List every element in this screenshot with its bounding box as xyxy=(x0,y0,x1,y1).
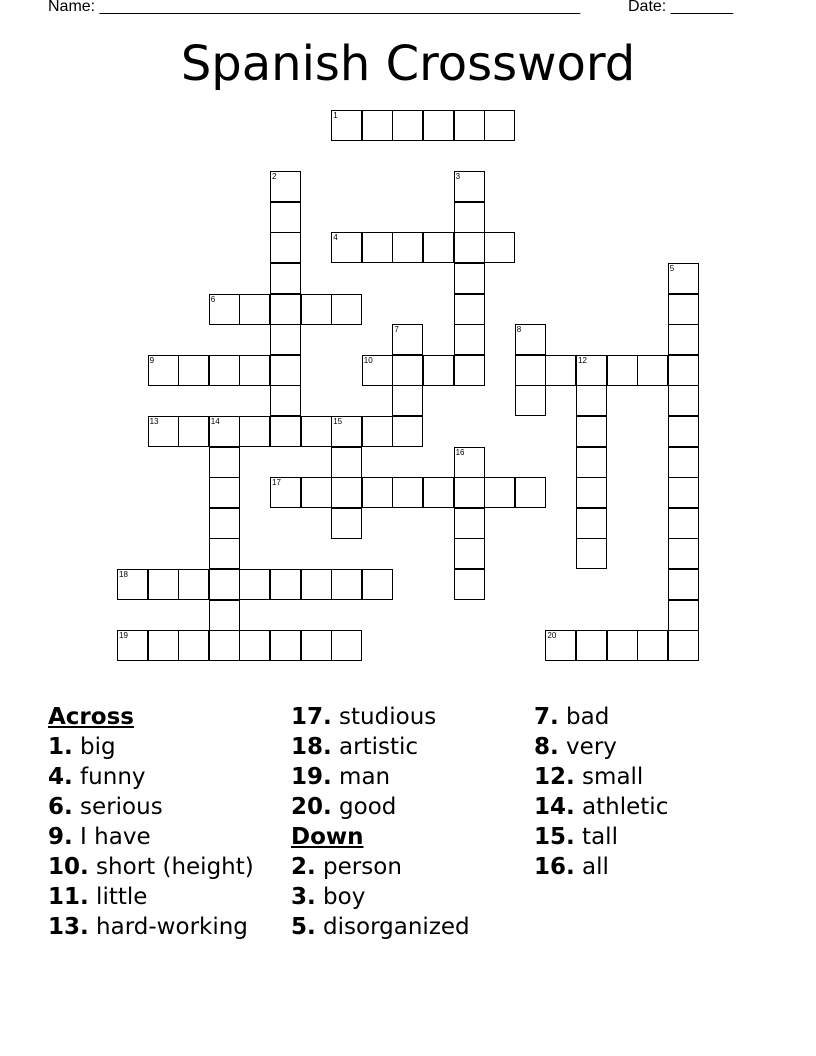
grid-cell[interactable] xyxy=(362,232,393,263)
clue-text: short (height) xyxy=(88,854,254,880)
grid-cell[interactable] xyxy=(331,569,362,600)
clue-text: funny xyxy=(72,764,146,790)
clue-number: 2. xyxy=(291,854,316,880)
clue-item xyxy=(534,792,668,822)
grid-cell[interactable] xyxy=(209,600,240,631)
grid-cell[interactable] xyxy=(576,477,607,508)
cell-number: 15 xyxy=(333,417,343,426)
clue-number: 11. xyxy=(48,884,89,910)
grid-cell[interactable] xyxy=(331,477,362,508)
grid-cell[interactable] xyxy=(576,630,607,661)
grid-cell[interactable] xyxy=(270,416,301,447)
clue-text: small xyxy=(574,764,644,790)
grid-cell[interactable] xyxy=(668,416,699,447)
grid-cell[interactable] xyxy=(454,477,485,508)
cell-number: 17 xyxy=(272,478,281,488)
clue-number: 9. xyxy=(48,824,73,850)
cell-number: 7 xyxy=(394,325,399,335)
grid-cell[interactable] xyxy=(668,508,699,539)
clue-number: 10. xyxy=(48,854,89,880)
clue-text: studious xyxy=(331,704,437,730)
grid-cell[interactable] xyxy=(331,232,362,263)
cell-number: 4 xyxy=(333,233,338,243)
clue-number: 7. xyxy=(534,704,559,730)
grid-cell[interactable] xyxy=(576,385,607,416)
grid-cell[interactable] xyxy=(454,569,485,600)
grid-cell[interactable] xyxy=(484,477,515,508)
page-title: Spanish Crossword xyxy=(180,36,636,92)
grid-cell[interactable] xyxy=(454,447,485,478)
clue-number: 8. xyxy=(534,734,559,760)
cell-number: 5 xyxy=(669,264,675,273)
clue-text: artistic xyxy=(331,734,419,760)
cell-number: 6 xyxy=(210,294,216,304)
grid-cell[interactable] xyxy=(484,110,515,141)
grid-cell[interactable] xyxy=(239,416,270,447)
clue-number: 14. xyxy=(534,794,575,820)
clue-text: very xyxy=(558,734,617,760)
grid-cell[interactable] xyxy=(117,630,148,661)
clue-item xyxy=(534,762,668,792)
grid-cell[interactable] xyxy=(454,538,485,569)
grid-cell[interactable] xyxy=(178,416,209,447)
grid-cell[interactable] xyxy=(209,294,240,325)
clue-text: tall xyxy=(574,824,618,850)
clue-text: little xyxy=(88,884,148,910)
grid-cell[interactable] xyxy=(301,416,332,447)
grid-cell[interactable] xyxy=(301,477,332,508)
grid-cell[interactable] xyxy=(423,110,454,141)
grid-cell[interactable] xyxy=(301,630,332,661)
clue-item xyxy=(291,882,470,912)
grid-cell[interactable] xyxy=(515,385,546,416)
grid-cell[interactable] xyxy=(148,630,179,661)
grid-cell[interactable] xyxy=(209,416,240,447)
grid-cell[interactable] xyxy=(209,538,240,569)
grid-cell[interactable] xyxy=(668,630,699,661)
clue-text: big xyxy=(72,734,116,760)
grid-cell[interactable] xyxy=(362,110,393,141)
clue-column-2 xyxy=(291,702,470,942)
grid-cell[interactable] xyxy=(668,447,699,478)
grid-cell[interactable] xyxy=(668,324,699,355)
clue-text: serious xyxy=(72,794,163,820)
grid-cell[interactable] xyxy=(423,477,454,508)
grid-cell[interactable] xyxy=(637,630,668,661)
grid-cell[interactable] xyxy=(637,355,668,386)
clue-item xyxy=(291,852,470,882)
grid-cell[interactable] xyxy=(668,263,699,294)
grid-cell[interactable] xyxy=(178,630,209,661)
grid-cell[interactable] xyxy=(362,416,393,447)
cell-number: 1 xyxy=(333,111,338,120)
grid-cell[interactable] xyxy=(454,355,485,386)
grid-cell[interactable] xyxy=(454,202,485,233)
cell-number: 16 xyxy=(455,447,465,457)
grid-cell[interactable] xyxy=(148,355,179,386)
grid-cell[interactable] xyxy=(392,416,423,447)
grid-cell[interactable] xyxy=(668,355,699,386)
grid-cell[interactable] xyxy=(576,447,607,478)
name-line[interactable]: ______________________________________________________ xyxy=(99,0,581,15)
clue-column-3 xyxy=(534,702,668,882)
grid-cell[interactable] xyxy=(576,355,607,386)
clue-number: 16. xyxy=(534,854,575,880)
grid-cell[interactable] xyxy=(392,324,423,355)
grid-cell[interactable] xyxy=(668,538,699,569)
clue-text: boy xyxy=(315,884,366,910)
grid-cell[interactable] xyxy=(270,569,301,600)
grid-cell[interactable] xyxy=(362,569,393,600)
grid-cell[interactable] xyxy=(668,294,699,325)
cell-number: 3 xyxy=(455,172,461,182)
grid-cell[interactable] xyxy=(209,630,240,661)
grid-cell[interactable] xyxy=(301,294,332,325)
grid-cell[interactable] xyxy=(148,569,179,600)
cell-number: 20 xyxy=(547,631,557,641)
grid-cell[interactable] xyxy=(423,232,454,263)
clue-number: 6. xyxy=(48,794,73,820)
clue-item xyxy=(48,822,254,852)
grid-cell[interactable] xyxy=(576,416,607,447)
grid-cell[interactable] xyxy=(270,232,301,263)
clue-item xyxy=(48,792,254,822)
grid-cell[interactable] xyxy=(270,630,301,661)
grid-cell[interactable] xyxy=(239,630,270,661)
cell-number: 18 xyxy=(119,570,128,579)
grid-cell[interactable] xyxy=(331,508,362,539)
grid-cell[interactable] xyxy=(362,355,393,386)
grid-cell[interactable] xyxy=(668,600,699,631)
cell-number: 10 xyxy=(363,355,373,365)
grid-cell[interactable] xyxy=(454,110,485,141)
clue-text: person xyxy=(315,854,402,880)
grid-cell[interactable] xyxy=(607,355,638,386)
clue-text: man xyxy=(331,764,391,790)
date-label: Date: xyxy=(628,0,667,15)
clue-item xyxy=(48,852,254,882)
grid-cell[interactable] xyxy=(270,263,301,294)
clue-number: 19. xyxy=(291,764,332,790)
grid-cell[interactable] xyxy=(270,171,301,202)
grid-cell[interactable] xyxy=(392,385,423,416)
grid-cell[interactable] xyxy=(392,110,423,141)
clue-item xyxy=(48,882,254,912)
grid-cell[interactable] xyxy=(270,385,301,416)
clue-number: 20. xyxy=(291,794,332,820)
clue-text: all xyxy=(574,854,609,880)
grid-cell[interactable] xyxy=(545,355,576,386)
grid-cell[interactable] xyxy=(392,232,423,263)
cell-number: 13 xyxy=(149,417,159,426)
grid-cell[interactable] xyxy=(331,294,362,325)
clue-item xyxy=(534,822,668,852)
clue-item xyxy=(534,852,668,882)
grid-cell[interactable] xyxy=(301,569,332,600)
grid-cell[interactable] xyxy=(331,630,362,661)
clue-item xyxy=(291,912,470,942)
cell-number: 14 xyxy=(210,417,220,426)
grid-cell[interactable] xyxy=(454,508,485,539)
grid-cell[interactable] xyxy=(545,630,576,661)
clue-text: I have xyxy=(72,824,151,850)
grid-cell[interactable] xyxy=(423,355,454,386)
cell-number: 19 xyxy=(119,631,128,641)
clue-text: athletic xyxy=(574,794,669,820)
grid-cell[interactable] xyxy=(270,202,301,233)
grid-cell[interactable] xyxy=(454,294,485,325)
grid-cell[interactable] xyxy=(209,447,240,478)
clue-item xyxy=(534,732,668,762)
clue-number: 12. xyxy=(534,764,575,790)
grid-cell[interactable] xyxy=(239,355,270,386)
cell-number: 9 xyxy=(149,355,155,365)
clue-item xyxy=(534,702,668,732)
grid-cell[interactable] xyxy=(515,477,546,508)
grid-cell[interactable] xyxy=(668,385,699,416)
name-label: Name: xyxy=(48,0,96,15)
grid-cell[interactable] xyxy=(239,569,270,600)
grid-cell[interactable] xyxy=(148,416,179,447)
grid-cell[interactable] xyxy=(209,569,240,600)
grid-cell[interactable] xyxy=(209,477,240,508)
clue-number: 3. xyxy=(291,884,316,910)
grid-cell[interactable] xyxy=(209,508,240,539)
grid-cell[interactable] xyxy=(576,508,607,539)
clue-text: good xyxy=(331,794,397,820)
grid-cell[interactable] xyxy=(117,569,148,600)
clue-column-1 xyxy=(48,702,254,942)
clue-number: 5. xyxy=(291,914,316,940)
grid-cell[interactable] xyxy=(270,355,301,386)
clue-item xyxy=(48,912,254,942)
clue-number: 18. xyxy=(291,734,332,760)
clue-number: 1. xyxy=(48,734,73,760)
grid-cell[interactable] xyxy=(607,630,638,661)
grid-cell[interactable] xyxy=(454,263,485,294)
date-line[interactable]: _______ xyxy=(670,0,733,15)
grid-cell[interactable] xyxy=(331,110,362,141)
clue-item xyxy=(291,792,470,822)
grid-cell[interactable] xyxy=(178,355,209,386)
clue-item xyxy=(291,762,470,792)
section-heading: Down xyxy=(291,824,364,850)
clue-item xyxy=(291,702,470,732)
grid-cell[interactable] xyxy=(270,324,301,355)
grid-cell[interactable] xyxy=(331,447,362,478)
grid-cell[interactable] xyxy=(454,171,485,202)
grid-cell[interactable] xyxy=(331,416,362,447)
clue-item xyxy=(48,762,254,792)
grid-cell[interactable] xyxy=(454,324,485,355)
grid-cell[interactable] xyxy=(392,477,423,508)
grid-cell[interactable] xyxy=(239,294,270,325)
grid-cell[interactable] xyxy=(362,477,393,508)
clue-number: 15. xyxy=(534,824,575,850)
clue-number: 13. xyxy=(48,914,89,940)
clue-item xyxy=(291,732,470,762)
grid-cell[interactable] xyxy=(668,477,699,508)
section-heading: Across xyxy=(48,704,134,730)
grid-cell[interactable] xyxy=(515,324,546,355)
grid-cell[interactable] xyxy=(392,355,423,386)
cell-number: 8 xyxy=(516,325,522,335)
cell-number: 2 xyxy=(272,172,277,182)
grid-cell[interactable] xyxy=(454,232,485,263)
grid-cell[interactable] xyxy=(209,355,240,386)
grid-cell[interactable] xyxy=(576,538,607,569)
clue-number: 17. xyxy=(291,704,332,730)
clue-item xyxy=(48,732,254,762)
clue-text: bad xyxy=(558,704,610,730)
grid-cell[interactable] xyxy=(668,569,699,600)
clue-text: hard-working xyxy=(88,914,248,940)
grid-cell[interactable] xyxy=(484,232,515,263)
grid-cell[interactable] xyxy=(270,294,301,325)
cell-number: 12 xyxy=(578,355,587,365)
grid-cell[interactable] xyxy=(178,569,209,600)
grid-cell[interactable] xyxy=(270,477,301,508)
grid-cell[interactable] xyxy=(515,355,546,386)
clue-number: 4. xyxy=(48,764,73,790)
clue-text: disorganized xyxy=(315,914,470,940)
